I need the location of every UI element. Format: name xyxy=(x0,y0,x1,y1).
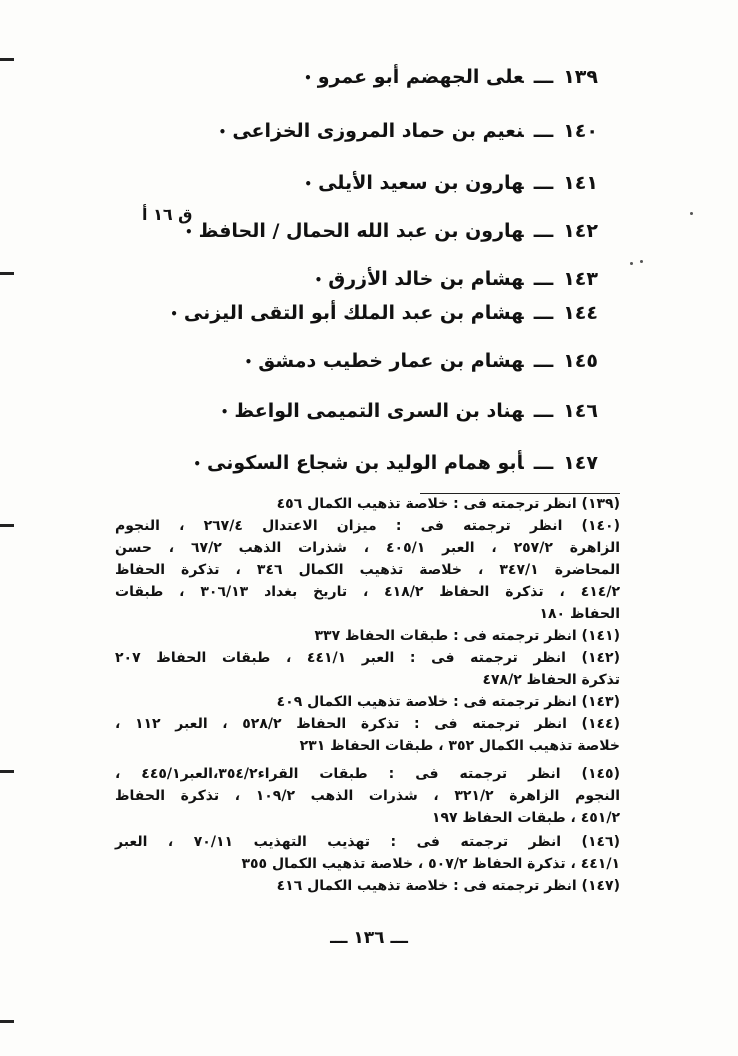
entry-name: هارون بن سعيد الأيلى xyxy=(318,172,524,194)
entry-name: هشام بن عبد الملك أبو التقى اليزنى xyxy=(183,302,524,324)
entry-140 xyxy=(219,120,598,142)
manuscript-folio-note: ق ١٦ أ xyxy=(142,205,193,224)
scan-edge-mark xyxy=(0,272,14,275)
entry-dash: ـــ xyxy=(533,172,554,194)
footnote-line: تذكرة الحفاظ ٤٧٨/٢ xyxy=(482,672,620,688)
entry-145 xyxy=(245,350,598,372)
footnote-line: (١٣٩) انظر ترجمته فى : خلاصة تذهيب الكمال ٤٥٦ xyxy=(276,496,620,512)
footnote-line: الحفاظ ١٨٠ xyxy=(539,606,620,622)
entry-dash: ـــ xyxy=(533,120,554,142)
scan-edge-mark xyxy=(0,524,14,527)
entry-dash: ـــ xyxy=(533,66,554,88)
entry-dash: ـــ xyxy=(533,220,554,242)
entry-name: هناد بن السرى التميمى الواعظ xyxy=(234,400,524,422)
entry-146 xyxy=(221,400,598,422)
entry-number: ١٤٧ xyxy=(563,452,598,474)
entry-number: ١٤١ xyxy=(563,172,598,194)
scan-speck xyxy=(690,212,693,215)
entry-name: هشام بن خالد الأزرق xyxy=(328,268,524,290)
entry-139 xyxy=(304,66,598,88)
entry-number: ١٤٣ xyxy=(563,268,598,290)
entry-number: ١٤٠ xyxy=(563,120,598,142)
scan-edge-mark xyxy=(0,1020,14,1023)
entry-dash: ـــ xyxy=(533,452,554,474)
entry-bullet: • xyxy=(170,306,178,321)
entry-147 xyxy=(193,452,598,474)
entry-name: هشام بن عمار خطيب دمشق xyxy=(258,350,524,372)
footnote-line: (١٤٢) انظر ترجمته فى : العبر ٤٤١/١ ، طبقات الحفاظ ٢٠٧ xyxy=(115,650,620,666)
entry-dash: ـــ xyxy=(533,268,554,290)
footnote-line: (١٤٣) انظر ترجمته فى : خلاصة تذهيب الكمال ٤٠٩ xyxy=(276,694,620,710)
entry-name: هارون بن عبد الله الحمال / الحافظ xyxy=(198,220,524,242)
entry-143 xyxy=(315,268,598,290)
entry-dash: ـــ xyxy=(533,400,554,422)
entry-number: ١٤٥ xyxy=(563,350,598,372)
footnote-line: خلاصة تذهيب الكمال ٣٥٢ ، طبقات الحفاظ ٢٣١ xyxy=(299,738,620,754)
entry-bullet: • xyxy=(244,354,253,369)
entry-142 xyxy=(185,220,598,242)
footnote-line: (١٤٠) انظر ترجمته فى : ميزان الاعتدال ٢٦٧/٤ ، النجوم xyxy=(115,518,620,534)
entry-bullet: • xyxy=(184,224,193,239)
entry-144 xyxy=(170,302,598,324)
entry-number: ١٤٦ xyxy=(563,400,598,422)
footnote-line: النجوم الزاهرة ٣٢١/٢ ، شذرات الذهب ١٠٩/٢ ، تذكرة الحفاظ xyxy=(115,788,621,804)
footnote-line: المحاضرة ٣٤٧/١ ، خلاصة تذهيب الكمال ٣٤٦ ، تذكرة الحفاظ xyxy=(115,562,621,578)
scan-speck xyxy=(630,262,633,265)
footnote-line: (١٤٤) انظر ترجمته فى : تذكرة الحفاظ ٥٢٨/٢ ، العبر ١١٢ ، xyxy=(115,716,620,732)
entry-141 xyxy=(304,172,598,194)
entry-name: أبو همام الوليد بن شجاع السكونى xyxy=(207,452,524,474)
entry-name: نعيم بن حماد المروزى الخزاعى xyxy=(232,120,524,142)
entry-bullet: • xyxy=(314,272,323,287)
scan-edge-mark xyxy=(0,58,14,61)
entry-dash: ـــ xyxy=(533,350,554,372)
entry-number: ١٤٤ xyxy=(563,302,598,324)
entry-name: على الجهضم أبو عمرو xyxy=(317,66,524,88)
entry-bullet: • xyxy=(304,176,313,191)
entry-bullet: • xyxy=(220,404,229,419)
footnote-line: (١٤٦) انظر ترجمته فى : تهذيب التهذيب ٧٠/١١ ، العبر xyxy=(115,834,621,850)
footnote-line: (١٤٥) انظر ترجمته فى : طبقات القراء٣٥٤/٢،العبر٤٤٥/١ ، xyxy=(115,766,620,782)
footnote-line: ٤٤١/١ ، تذكرة الحفاظ ٥٠٧/٢ ، خلاصة تذهيب الكمال ٣٥٥ xyxy=(241,856,620,872)
footnote-line: ٤١٤/٢ ، تذكرة الحفاظ ٤١٨/٢ ، تاريخ بغداد ٣٠٦/١٣ ، طبقات xyxy=(115,584,620,600)
footnote-line: (١٤٧) انظر ترجمته فى : خلاصة تذهيب الكمال ٤١٦ xyxy=(276,878,620,894)
scan-speck xyxy=(640,260,643,263)
footnote-line: ٤٥١/٢ ، طبقات الحفاظ ١٩٧ xyxy=(431,810,620,826)
entry-bullet: • xyxy=(193,456,202,471)
entry-bullet: • xyxy=(218,124,227,139)
footnote-line: الزاهرة ٢٥٧/٢ ، العبر ٤٠٥/١ ، شذرات الذهب ٦٧/٢ ، حسن xyxy=(115,540,621,556)
entry-dash: ـــ xyxy=(533,302,554,324)
entry-number: ١٣٩ xyxy=(563,66,598,88)
entry-number: ١٤٢ xyxy=(563,220,598,242)
page-number: ـــ ١٣٦ ـــ xyxy=(330,928,408,948)
footnote-line: (١٤١) انظر ترجمته فى : طبقات الحفاظ ٣٣٧ xyxy=(314,628,620,644)
scan-edge-mark xyxy=(0,770,14,773)
entry-bullet: • xyxy=(304,70,312,85)
